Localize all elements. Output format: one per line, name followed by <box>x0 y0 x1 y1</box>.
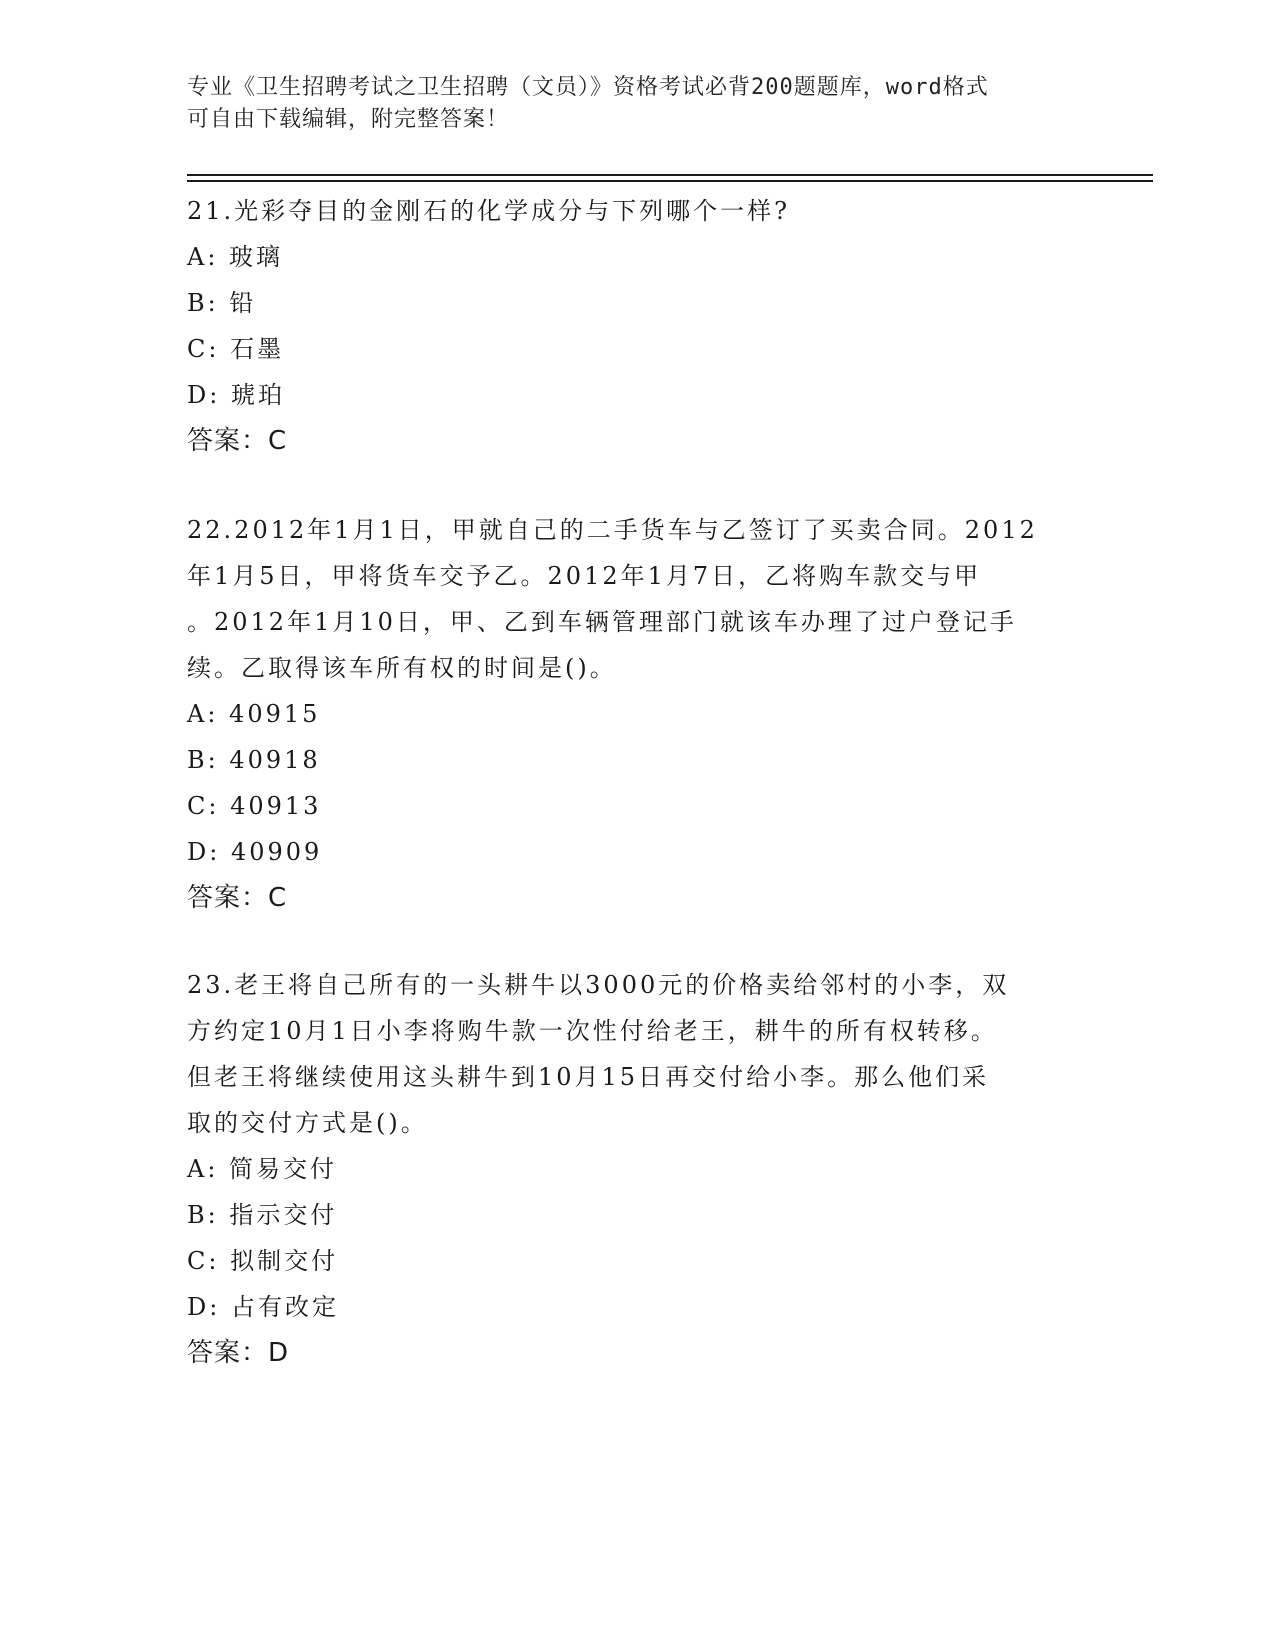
option-b: B: 指示交付 <box>187 1201 338 1229</box>
option-a: A: 简易交付 <box>187 1155 338 1183</box>
header-line-1: 专业《卫生招聘考试之卫生招聘（文员）》资格考试必背200题题库，word格式 <box>187 75 989 100</box>
question-text <box>187 188 1087 234</box>
option-c: C: 石墨 <box>187 335 285 363</box>
question-23 <box>187 962 1087 1376</box>
answer: 答案：C <box>187 883 288 913</box>
document-header <box>187 72 1067 136</box>
header-line-2: 可自由下载编辑，附完整答案！ <box>187 107 510 132</box>
question-line: 。2012年1月10日，甲、乙到车辆管理部门就该车办理了过户登记手 <box>187 608 1017 636</box>
option-c: C: 40913 <box>187 792 322 820</box>
header-divider-top <box>187 174 1153 176</box>
question-text <box>187 507 1087 691</box>
header-divider-bottom <box>187 180 1153 182</box>
option-b: B: 铅 <box>187 289 257 317</box>
question-line: 但老王将继续使用这头耕牛到10月15日再交付给小李。那么他们采 <box>187 1063 990 1091</box>
question-line: 21.光彩夺目的金刚石的化学成分与下列哪个一样? <box>187 197 791 225</box>
question-line: 方约定10月1日小李将购牛款一次性付给老王，耕牛的所有权转移。 <box>187 1017 998 1045</box>
answer: 答案：C <box>187 426 288 456</box>
option-d: D: 琥珀 <box>187 381 285 409</box>
question-line: 取的交付方式是()。 <box>187 1109 428 1137</box>
answer: 答案：D <box>187 1338 290 1368</box>
question-line: 年1月5日，甲将货车交予乙。2012年1月7日，乙将购车款交与甲 <box>187 562 982 590</box>
question-22 <box>187 507 1087 921</box>
option-b: B: 40918 <box>187 746 321 774</box>
option-a: A: 玻璃 <box>187 243 284 271</box>
option-a: A: 40915 <box>187 700 321 728</box>
option-c: C: 拟制交付 <box>187 1247 339 1275</box>
question-line: 续。乙取得该车所有权的时间是()。 <box>187 654 617 682</box>
question-21 <box>187 188 1087 464</box>
question-text <box>187 962 1087 1146</box>
option-d: D: 40909 <box>187 838 323 866</box>
option-d: D: 占有改定 <box>187 1293 339 1321</box>
question-line: 22.2012年1月1日，甲就自己的二手货车与乙签订了买卖合同。2012 <box>187 516 1038 544</box>
question-line: 23.老王将自己所有的一头耕牛以3000元的价格卖给邻村的小李，双 <box>187 971 1010 999</box>
